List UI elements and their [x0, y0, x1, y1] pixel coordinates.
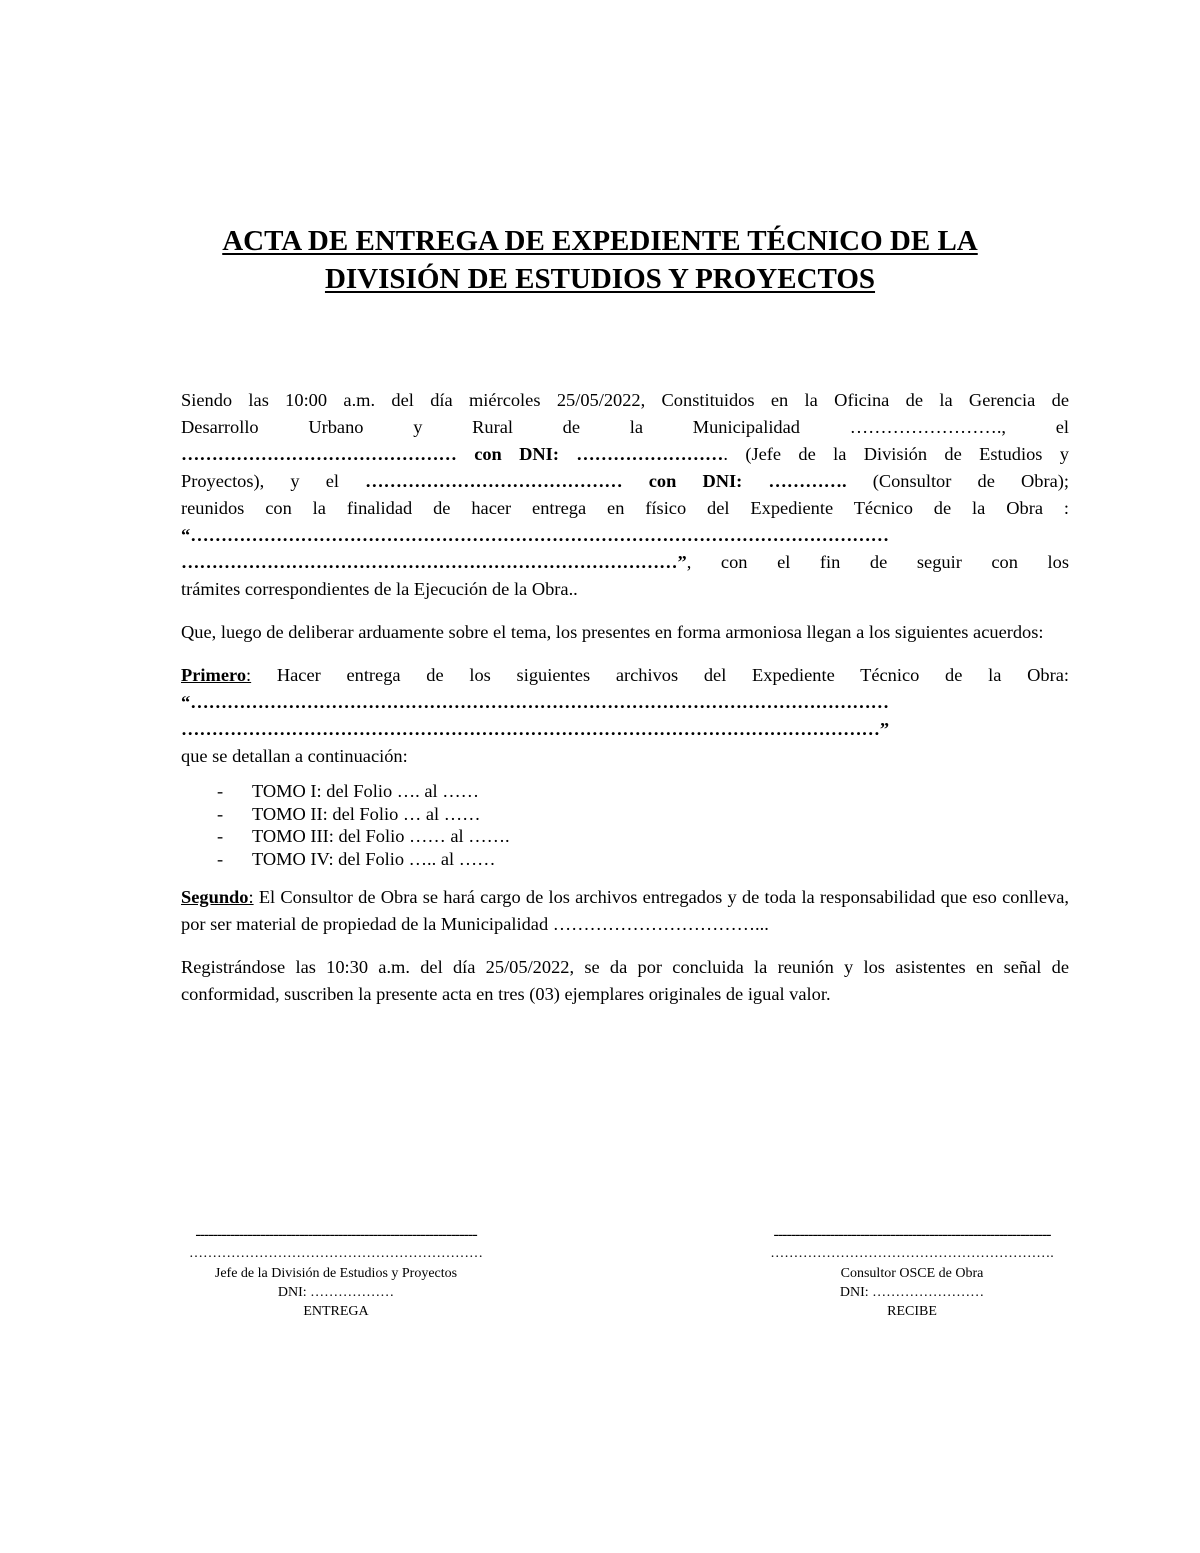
- signature-action: RECIBE: [887, 1304, 937, 1319]
- intro-line-8: trámites correspondientes de la Ejecución de la Obra..: [181, 579, 578, 599]
- document-title: [150, 222, 1050, 298]
- obra-name-blank-1: “……………………………………………………………………………………………………: [181, 525, 890, 545]
- signature-name-blank: ………………………………………………………: [189, 1246, 483, 1261]
- obra-name-blank-2: ………………………………………………………………………”: [181, 552, 687, 572]
- primero-line-1: [181, 662, 1069, 689]
- title-line-1: ACTA DE ENTREGA DE EXPEDIENTE TÉCNICO DE LA: [222, 225, 978, 257]
- list-item: [181, 780, 1069, 803]
- intro-line-3: [181, 441, 1069, 468]
- list-dash: -: [217, 803, 224, 824]
- intro-line-2: Desarrollo Urbano y Rural de la Municipalidad ……………………., el: [181, 417, 1069, 437]
- segundo-colon: :: [248, 887, 254, 907]
- archivos-blank-2: ……………………………………………………………………………………………………”: [181, 719, 890, 739]
- tomos-list: [181, 780, 1069, 870]
- paragraph-primero: [181, 662, 1069, 770]
- intro-line-4-start: Proyectos), y el: [181, 471, 339, 491]
- signature-line: ----------------------------------------------------------------: [773, 1226, 1051, 1243]
- list-item: [181, 848, 1069, 871]
- primero-colon: :: [246, 665, 252, 685]
- jefe-role-text: . (Jefe de la División de Estudios y: [723, 444, 1069, 464]
- consultor-role-text: (Consultor de Obra);: [846, 471, 1069, 491]
- list-item: [181, 825, 1069, 848]
- primero-text: Hacer entrega de los siguientes archivos del Expediente Técnico de la Obra:: [251, 665, 1069, 685]
- signature-block-entrega: [179, 1226, 493, 1321]
- signature-role: Jefe de la División de Estudios y Proyectos: [214, 1266, 458, 1281]
- list-dash: -: [217, 848, 224, 869]
- list-dash: -: [217, 781, 224, 801]
- intro-line-1: Siendo las 10:00 a.m. del día miércoles 25/05/2022, Constituidos en la Oficina de la Gerencia de: [181, 390, 1069, 410]
- signature-dni: DNI: ……………………: [839, 1285, 985, 1300]
- document-body: [181, 387, 1069, 1024]
- segundo-label: Segundo: [181, 887, 249, 907]
- tomo-text: TOMO I: del Folio …. al ……: [252, 781, 479, 801]
- list-dash: -: [217, 826, 224, 846]
- paragraph-segundo: [181, 884, 1069, 938]
- jefe-dni-blank: ……………………………………… con DNI: ……………………: [181, 444, 724, 464]
- paragraph-intro: [181, 387, 1069, 603]
- intro-line-5: reunidos con la finalidad de hacer entrega en físico del Expediente Técnico de la Obra :: [181, 498, 1069, 518]
- paragraph-acuerdos: Que, luego de deliberar arduamente sobre el tema, los presentes en forma armoniosa llegan a los siguientes acuerdos:: [181, 622, 1044, 642]
- segundo-text: El Consultor de Obra se hará cargo de los archivos entregados y de toda la responsabilidad que eso conlleva, por ser material de propiedad de la Municipalidad ……………………………...: [181, 887, 1069, 934]
- signature-action: ENTREGA: [303, 1304, 369, 1319]
- intro-line-7-end: , con el fin de seguir con los: [686, 552, 1069, 572]
- primero-label: Primero: [181, 665, 247, 685]
- archivos-blank-1: “……………………………………………………………………………………………………: [181, 692, 890, 712]
- primero-tail: que se detallan a continuación:: [181, 746, 408, 766]
- signature-line: -----------------------------------------------------------------: [195, 1226, 477, 1243]
- signature-name-blank: …………………………………………………….: [770, 1246, 1054, 1261]
- consultor-dni-blank: …………………………………… con DNI: ………….: [365, 471, 847, 491]
- tomo-text: TOMO II: del Folio … al ……: [252, 803, 481, 824]
- intro-line-7: [181, 549, 1069, 576]
- paragraph-cierre: Registrándose las 10:30 a.m. del día 25/05/2022, se da por concluida la reunión y los asistentes en señal de conformidad, suscriben la presente acta en tres (03) ejemplares originales de igual valor.: [181, 957, 1069, 1004]
- title-line-2: DIVISIÓN DE ESTUDIOS Y PROYECTOS: [324, 263, 876, 295]
- signature-role: Consultor OSCE de Obra: [840, 1266, 984, 1281]
- signature-dni: DNI: ………………: [277, 1285, 395, 1300]
- list-item: [181, 803, 1069, 826]
- intro-line-4: [181, 468, 1069, 495]
- signature-block-recibe: [762, 1226, 1062, 1321]
- tomo-text: TOMO III: del Folio …… al …….: [252, 826, 510, 846]
- tomo-text: TOMO IV: del Folio ….. al ……: [252, 848, 496, 869]
